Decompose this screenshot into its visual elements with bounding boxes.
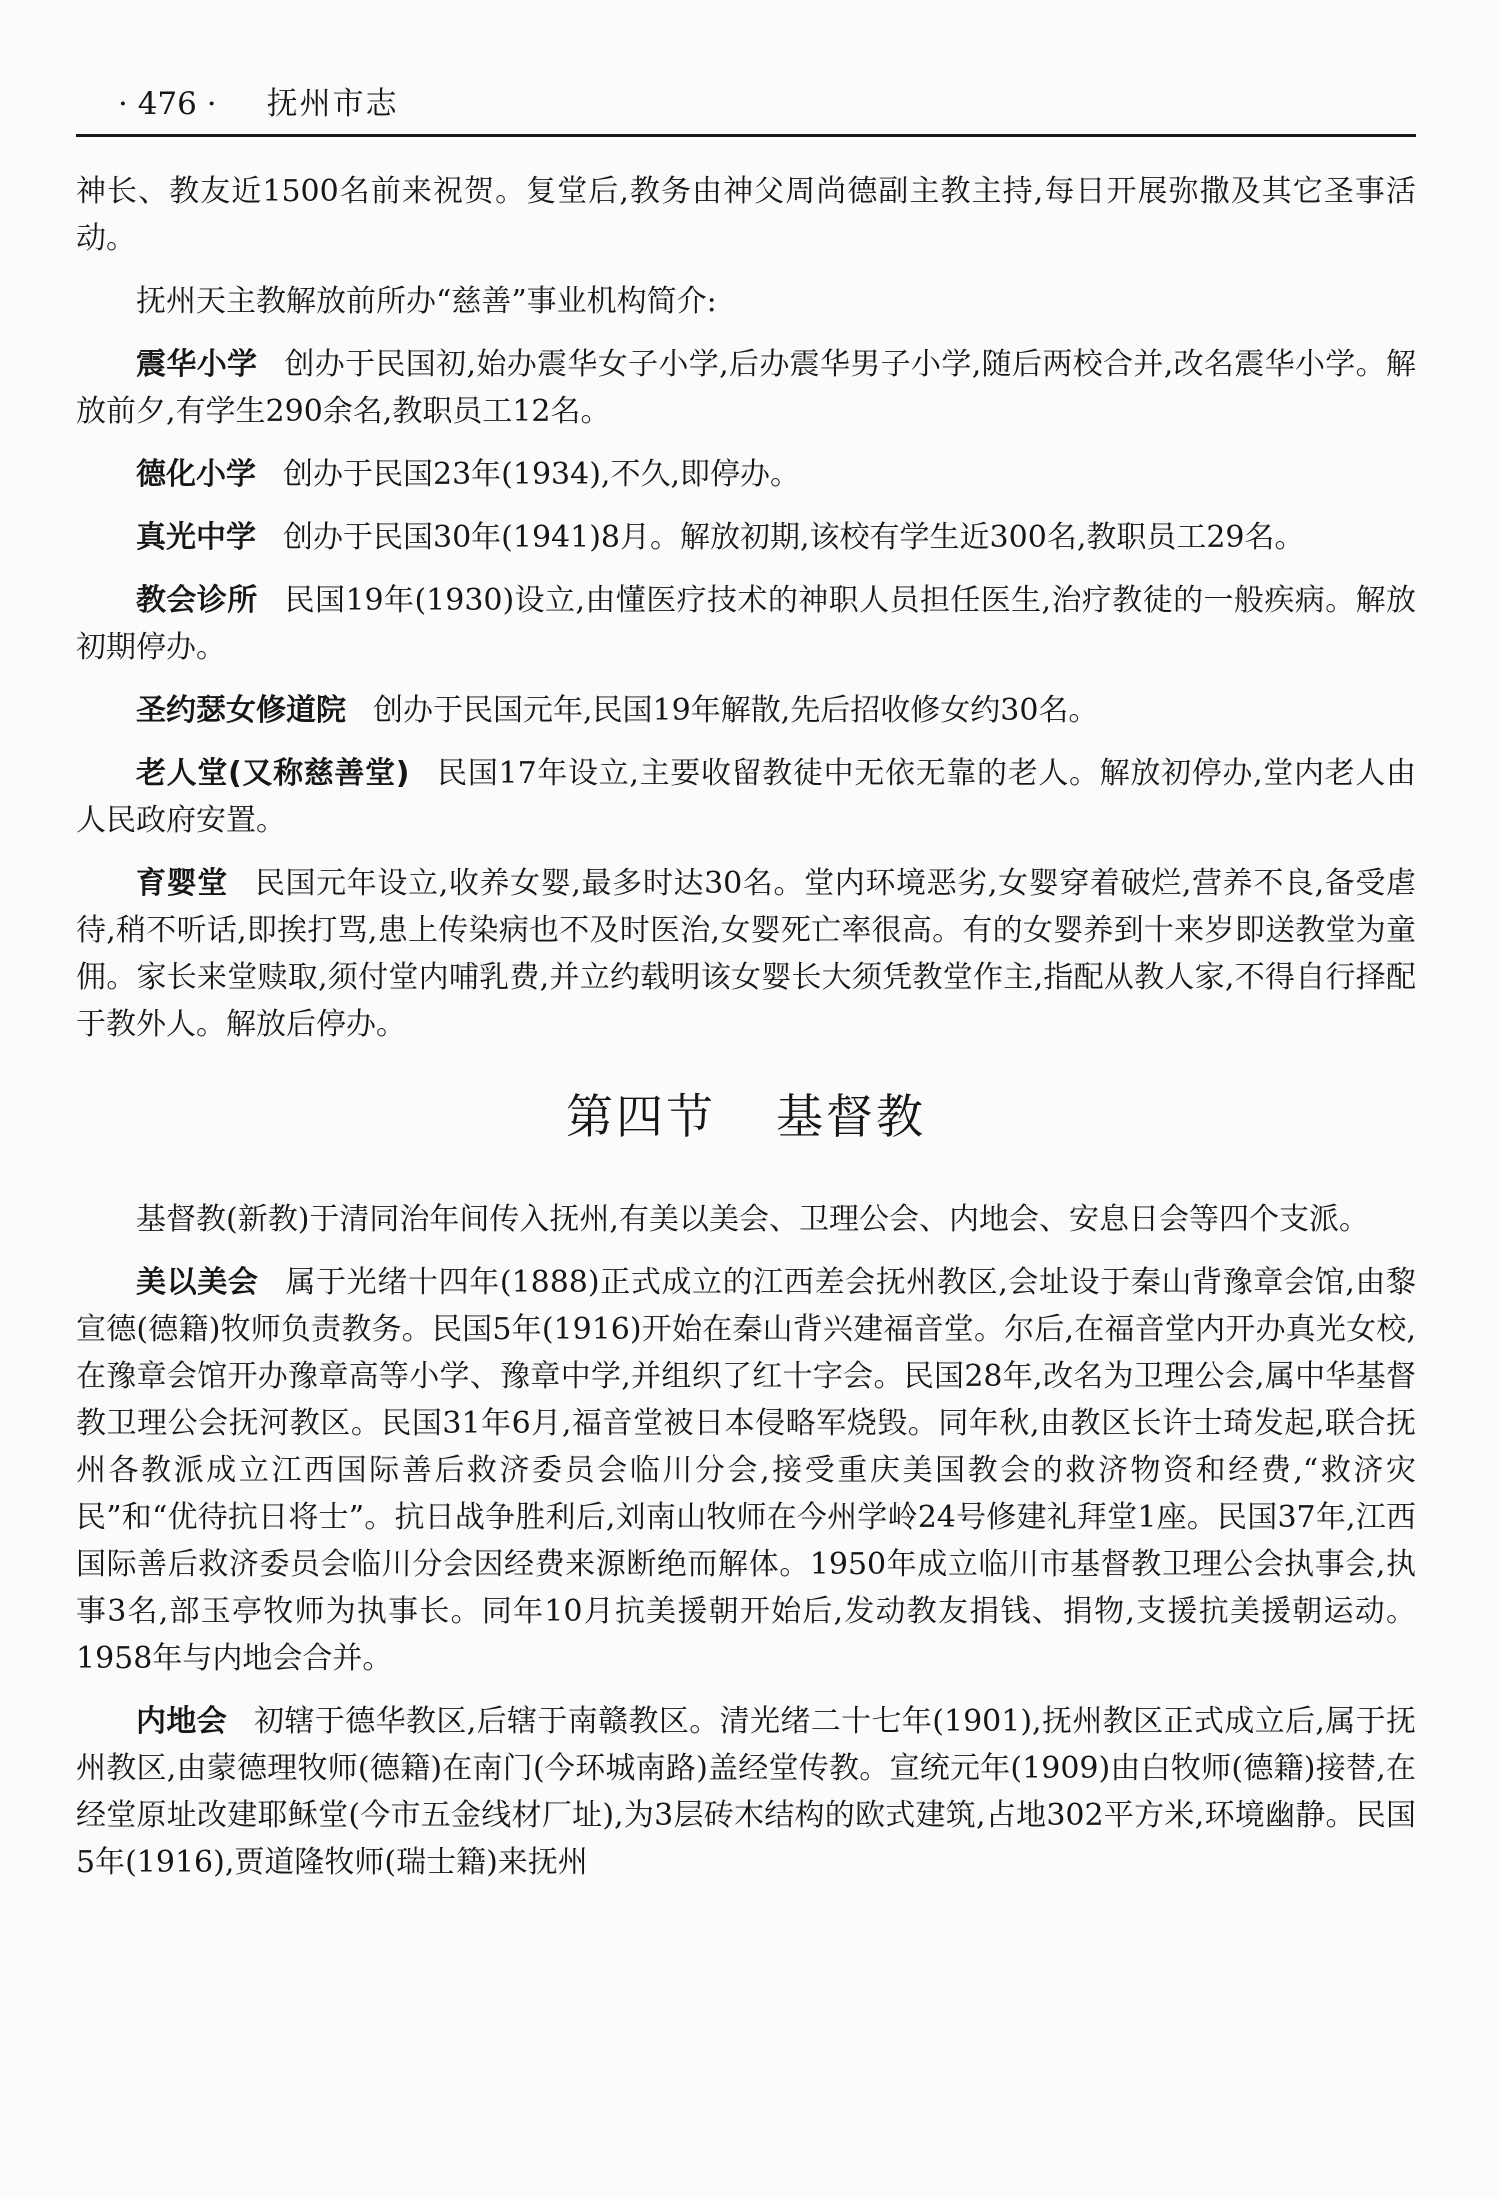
section-heading [76,1086,1416,1150]
paragraph-heading: 德化小学 [136,457,256,492]
paragraph-text: 初辖于德华教区,后辖于南赣教区。清光绪二十七年(1901),抚州教区正式成立后,属于抚州教区,由蒙德理牧师(德籍)在南门(今环城南路)盖经堂传教。宣统元年(1909)由白牧师(德籍)接替,在经堂原址改建耶稣堂(今市五金线材厂址),为3层砖木结构的欧式建筑,占地302平方米,环境幽静。民国5年(1916),贾道隆牧师(瑞士籍)来抚州 [76,1704,1416,1880]
paragraph-text: 基督教(新教)于清同治年间传入抚州,有美以美会、卫理公会、内地会、安息日会等四个支派。 [136,1202,1369,1237]
page-body [76,168,1416,1902]
header-rule [76,134,1416,137]
paragraph [76,577,1416,671]
paragraph [76,1196,1416,1243]
book-title: 抚州市志 [266,86,399,122]
paragraph-heading: 教会诊所 [136,583,258,618]
paragraph-heading: 育婴堂 [136,866,228,901]
paragraph [76,1259,1416,1682]
page-number: · 476 · [118,86,217,122]
paragraph-text: 神长、教友近1500名前来祝贺。复堂后,教务由神父周尚德副主教主持,每日开展弥撒及其它圣事活动。 [76,174,1416,256]
paragraph [76,750,1416,844]
paragraph-text: 创办于民国23年(1934),不久,即停办。 [283,457,801,492]
paragraph [76,451,1416,498]
paragraph-text: 属于光绪十四年(1888)正式成立的江西差会抚州教区,会址设于秦山背豫章会馆,由黎宣德(德籍)牧师负责教务。民国5年(1916)开始在秦山背兴建福音堂。尔后,在福音堂内开办真光女校,在豫章会馆开办豫章高等小学、豫章中学,并组织了红十字会。民国28年,改名为卫理公会,属中华基督教卫理公会抚河教区。民国31年6月,福音堂被日本侵略军烧毁。同年秋,由教区长许士琦发起,联合抚州各教派成立江西国际善后救济委员会临川分会,接受重庆美国教会的救济物资和经费,“救济灾民”和“优待抗日将士”。抗日战争胜利后,刘南山牧师在今州学岭24号修建礼拜堂1座。民国37年,江西国际善后救济委员会临川分会因经费来源断绝而解体。1950年成立临川市基督教卫理公会执事会,执事3名,部玉亭牧师为执事长。同年10月抗美援朝开始后,发动教友捐钱、捐物,支援抗美援朝运动。1958年与内地会合并。 [76,1265,1417,1676]
paragraph-heading: 圣约瑟女修道院 [136,693,346,728]
paragraph-text: 民国元年设立,收养女婴,最多时达30名。堂内环境恶劣,女婴穿着破烂,营养不良,备受虐待,稍不听话,即挨打骂,患上传染病也不及时医治,女婴死亡率很高。有的女婴养到十来岁即送教堂为童佣。家长来堂赎取,须付堂内哺乳费,并立约载明该女婴长大须凭教堂作主,指配从教人家,不得自行择配于教外人。解放后停办。 [76,866,1417,1042]
paragraph [76,278,1416,325]
paragraph-heading: 真光中学 [136,520,256,555]
paragraph-heading: 美以美会 [136,1265,259,1300]
running-header [76,84,1416,124]
christianity-section [76,1196,1416,1886]
paragraph-heading: 内地会 [136,1704,228,1739]
paragraph-heading: 老人堂(又称慈善堂) [136,756,410,791]
section-title: 基督教 [776,1090,926,1145]
paragraph [76,687,1416,734]
paragraph-text: 抚州天主教解放前所办“慈善”事业机构简介: [136,284,717,319]
paragraph-text: 创办于民国30年(1941)8月。解放初期,该校有学生近300名,教职员工29名。 [283,520,1305,555]
paragraph [76,168,1416,262]
catholic-charity-section [76,168,1416,1048]
paragraph-text: 创办于民国初,始办震华女子小学,后办震华男子小学,随后两校合并,改名震华小学。解放前夕,有学生290余名,教职员工12名。 [76,347,1416,429]
paragraph-heading: 震华小学 [136,347,258,382]
paragraph [76,1698,1416,1886]
paragraph [76,341,1416,435]
paragraph-text: 创办于民国元年,民国19年解散,先后招收修女约30名。 [373,693,1099,728]
paragraph [76,860,1416,1048]
paragraph-text: 民国19年(1930)设立,由懂医疗技术的神职人员担任医生,治疗教徒的一般疾病。解放初期停办。 [76,583,1416,665]
paragraph-text: 民国17年设立,主要收留教徒中无依无靠的老人。解放初停办,堂内老人由人民政府安置。 [76,756,1417,838]
section-number: 第四节 [566,1090,716,1145]
paragraph [76,514,1416,561]
